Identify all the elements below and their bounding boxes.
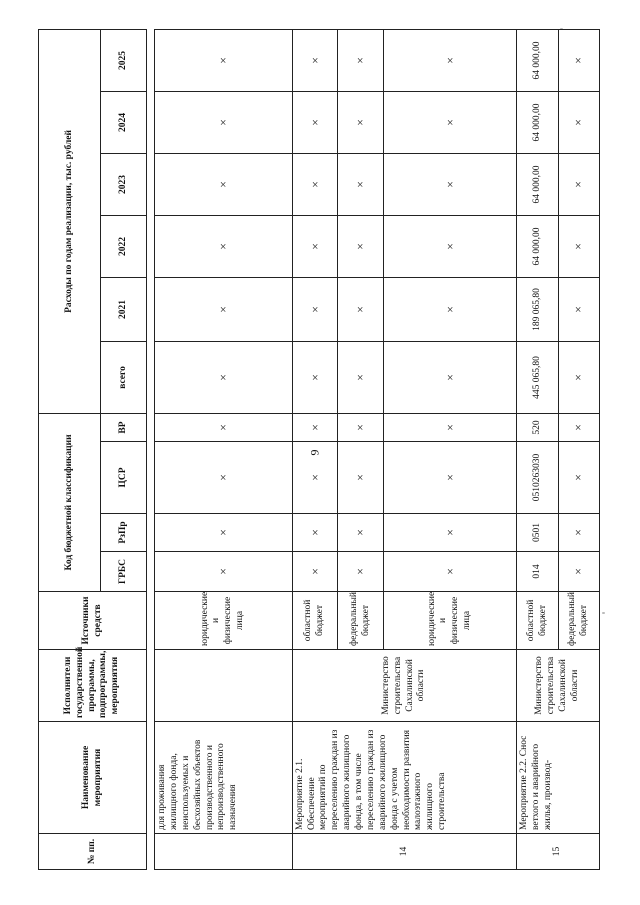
cell-mark: × bbox=[155, 215, 293, 277]
cell-mark: × bbox=[384, 552, 517, 592]
header-name: Наименование мероприятия bbox=[39, 722, 147, 834]
header-executor: Исполнители государственной программы, подпрограммы, мероприятия bbox=[39, 650, 147, 722]
cell-mark: × bbox=[292, 91, 338, 153]
cell-mark: × bbox=[338, 29, 384, 91]
cont-source: юридические и физические лица bbox=[155, 592, 293, 650]
cell-mark: × bbox=[384, 442, 517, 514]
page-number: 9 bbox=[307, 449, 322, 456]
cell-mark: × bbox=[338, 215, 384, 277]
cell-mark: × bbox=[338, 514, 384, 552]
row-15-2022: 64 000,00 bbox=[517, 215, 558, 277]
cell-mark: × bbox=[155, 514, 293, 552]
header-2022: 2022 bbox=[101, 215, 147, 277]
header-expenses: Расходы по годам реализации, тыс. рублей bbox=[39, 29, 101, 413]
cell-mark: × bbox=[384, 413, 517, 441]
cell-mark: × bbox=[338, 91, 384, 153]
cell-mark: × bbox=[558, 91, 599, 153]
cell-mark: × bbox=[558, 514, 599, 552]
cell-mark: × bbox=[292, 413, 338, 441]
row-14-executor: Министерство строительства Сахалинской области bbox=[292, 650, 517, 722]
cell-mark: × bbox=[558, 215, 599, 277]
row-14-source-federal: федеральный бюджет bbox=[338, 592, 384, 650]
budget-table bbox=[38, 29, 600, 870]
header-2025: 2025 bbox=[101, 29, 147, 91]
cell-mark: × bbox=[338, 413, 384, 441]
row-15-2024: 64 000,00 bbox=[517, 91, 558, 153]
table-row bbox=[292, 29, 338, 869]
cell-mark: × bbox=[558, 29, 599, 91]
cell-mark: × bbox=[338, 277, 384, 341]
row-15-2021: 189 065,80 bbox=[517, 277, 558, 341]
header-2024: 2024 bbox=[101, 91, 147, 153]
cell-mark: × bbox=[155, 413, 293, 441]
cell-mark: × bbox=[384, 29, 517, 91]
header-grbs: ГРБС bbox=[101, 552, 147, 592]
row-14-num: 14 bbox=[292, 834, 517, 870]
cell-mark: × bbox=[155, 341, 293, 413]
rotated-table-container bbox=[38, 30, 600, 870]
cell-mark: × bbox=[292, 442, 338, 514]
cell-mark: × bbox=[155, 552, 293, 592]
row-15-2025: 64 000,00 bbox=[517, 29, 558, 91]
row-14-source-legal: юридические и физические лица bbox=[384, 592, 517, 650]
cell-mark: × bbox=[338, 153, 384, 215]
cell-mark: × bbox=[155, 91, 293, 153]
header-source: Источники средств bbox=[39, 592, 147, 650]
cell-mark: × bbox=[292, 153, 338, 215]
cell-mark: × bbox=[384, 153, 517, 215]
cell-mark: × bbox=[292, 29, 338, 91]
header-csr: ЦСР bbox=[101, 442, 147, 514]
row-15-source-regional: областной бюджет bbox=[517, 592, 558, 650]
cell-mark: × bbox=[338, 341, 384, 413]
cell-mark: × bbox=[155, 277, 293, 341]
table-row bbox=[155, 29, 293, 869]
header-vr: ВР bbox=[101, 413, 147, 441]
cell-mark: × bbox=[558, 153, 599, 215]
cell-mark: × bbox=[338, 552, 384, 592]
header-total: всего bbox=[101, 341, 147, 413]
cell-mark: × bbox=[155, 442, 293, 514]
header-2023: 2023 bbox=[101, 153, 147, 215]
cell-mark: × bbox=[292, 552, 338, 592]
cont-name: для проживания жилищного фонда, неиспользуемых и бесхозяйных объектов производственного и непроизводственного назначения bbox=[155, 722, 293, 834]
row-15-vr: 520 bbox=[517, 413, 558, 441]
cell-mark: × bbox=[292, 277, 338, 341]
row-15-source-federal: федеральный бюджет bbox=[558, 592, 599, 650]
row-15-2023: 64 000,00 bbox=[517, 153, 558, 215]
row-15-total: 445 065,80 bbox=[517, 341, 558, 413]
cell-mark: × bbox=[155, 153, 293, 215]
scan-speck bbox=[602, 612, 605, 614]
cell-mark: × bbox=[292, 215, 338, 277]
table-row bbox=[517, 29, 558, 869]
cell-mark: × bbox=[558, 341, 599, 413]
header-2021: 2021 bbox=[101, 277, 147, 341]
header-num: № пп. bbox=[39, 834, 147, 870]
row-14-source-regional: областной бюджет bbox=[292, 592, 338, 650]
row-14-name: Мероприятие 2.1. Обеспечение мероприятий по переселению граждан из аварийного жилищного фонда, в том числе переселению граждан из аварийного жилищного фонда с учетом необходимости развития малоэтажного жилищного строительства bbox=[292, 722, 517, 834]
cell-mark: × bbox=[338, 442, 384, 514]
cell-mark: × bbox=[384, 91, 517, 153]
header-rzpr: РзПр bbox=[101, 514, 147, 552]
row-15-name: Мероприятие 2.2. Снос ветхого и аварийного жилья, производ- bbox=[517, 722, 600, 834]
row-15-rzpr: 0501 bbox=[517, 514, 558, 552]
cell-mark: × bbox=[558, 277, 599, 341]
row-15-grbs: 014 bbox=[517, 552, 558, 592]
cell-mark: × bbox=[292, 514, 338, 552]
cell-mark: × bbox=[558, 442, 599, 514]
row-15-csr: 0510263030 bbox=[517, 442, 558, 514]
cell-mark: × bbox=[384, 215, 517, 277]
cell-mark: × bbox=[384, 341, 517, 413]
header-budget-code: Код бюджетной классификации bbox=[39, 413, 101, 591]
row-15-executor: Министерство строительства Сахалинской области bbox=[517, 650, 600, 722]
cell-mark: × bbox=[292, 341, 338, 413]
separator-row bbox=[147, 29, 155, 869]
row-15-num: 15 bbox=[517, 834, 600, 870]
cell-mark: × bbox=[558, 413, 599, 441]
cell-mark: × bbox=[155, 29, 293, 91]
cell-mark: × bbox=[558, 552, 599, 592]
cell-mark: × bbox=[384, 514, 517, 552]
cell-mark: × bbox=[384, 277, 517, 341]
